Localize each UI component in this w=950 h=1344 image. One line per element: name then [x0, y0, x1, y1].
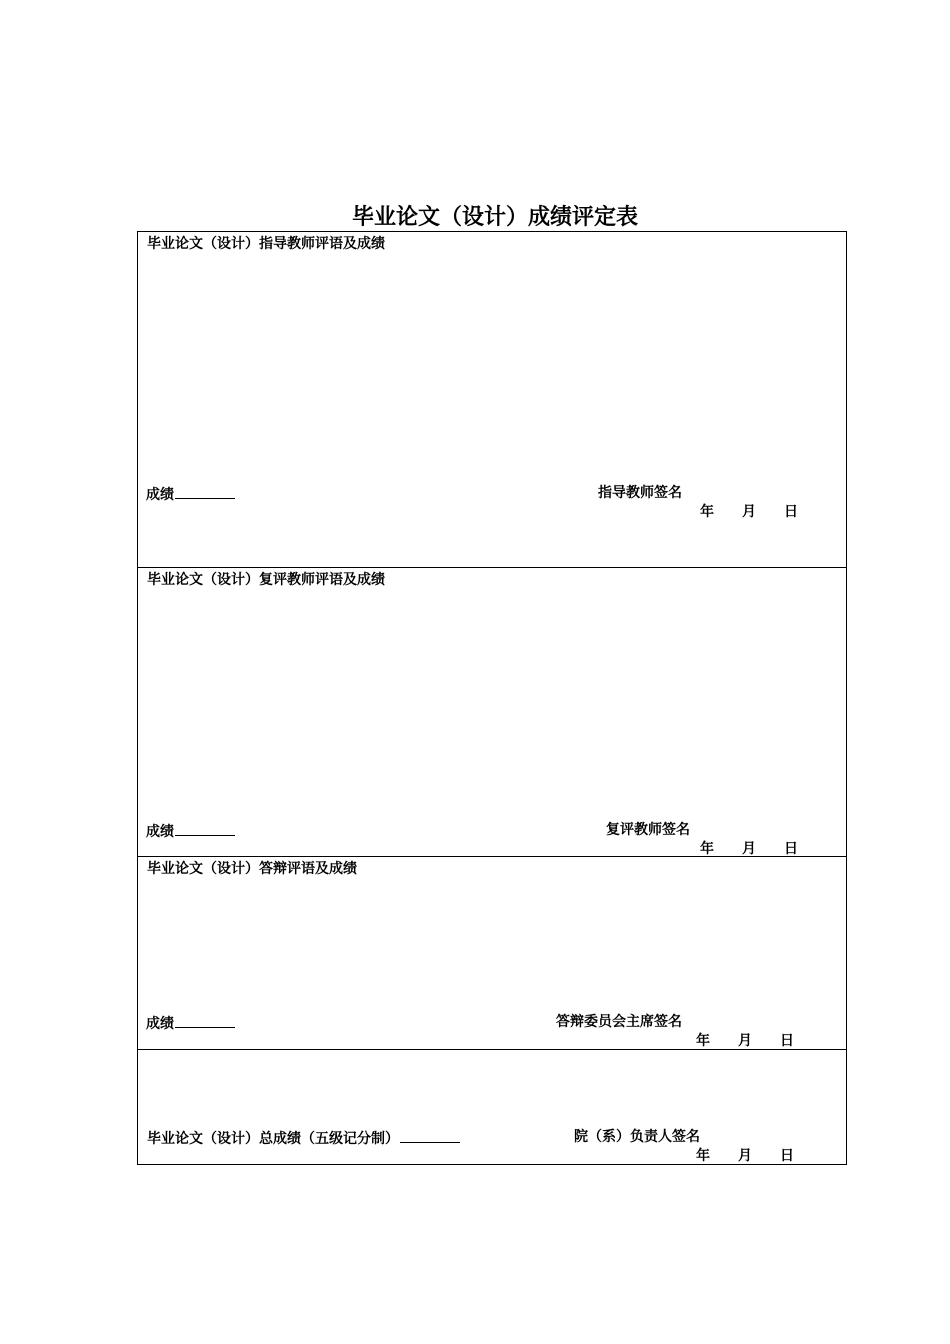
section-heading-defense: 毕业论文（设计）答辩评语及成绩	[147, 861, 357, 877]
grade-label: 成绩	[146, 487, 174, 503]
grade-label: 成绩	[146, 824, 174, 840]
section-heading-reviewer: 毕业论文（设计）复评教师评语及成绩	[147, 572, 385, 588]
date-line-advisor	[700, 503, 798, 521]
date-line-defense	[696, 1032, 794, 1050]
total-grade-blank[interactable]	[400, 1128, 460, 1143]
grade-blank[interactable]	[175, 1013, 235, 1028]
grade-label: 成绩	[146, 1016, 174, 1032]
date-month: 月	[738, 1033, 752, 1049]
total-grade-field[interactable]	[147, 1128, 460, 1148]
date-year: 年	[696, 1033, 710, 1049]
grade-field-advisor[interactable]	[146, 484, 235, 504]
signature-label-dean: 院（系）负责人签名	[574, 1129, 700, 1145]
grade-blank[interactable]	[175, 821, 235, 836]
grade-field-reviewer[interactable]	[146, 821, 235, 841]
section-heading-advisor: 毕业论文（设计）指导教师评语及成绩	[147, 236, 385, 252]
section-divider	[138, 856, 846, 857]
evaluation-table	[137, 231, 847, 1165]
signature-label-defense: 答辩委员会主席签名	[556, 1014, 682, 1030]
date-year: 年	[700, 504, 714, 520]
date-day: 日	[784, 841, 798, 857]
date-day: 日	[780, 1033, 794, 1049]
grade-field-defense[interactable]	[146, 1013, 235, 1033]
date-line-dean	[696, 1147, 794, 1165]
total-grade-label: 毕业论文（设计）总成绩（五级记分制）	[147, 1131, 399, 1147]
date-day: 日	[784, 504, 798, 520]
date-month: 月	[738, 1148, 752, 1164]
date-month: 月	[742, 841, 756, 857]
grade-blank[interactable]	[175, 484, 235, 499]
date-month: 月	[742, 504, 756, 520]
page-title: 毕业论文（设计）成绩评定表	[351, 205, 638, 230]
date-day: 日	[780, 1148, 794, 1164]
date-year: 年	[700, 841, 714, 857]
signature-label-reviewer: 复评教师签名	[606, 822, 690, 838]
section-divider	[138, 567, 846, 568]
section-divider	[138, 1049, 846, 1050]
signature-label-advisor: 指导教师签名	[598, 485, 682, 501]
date-year: 年	[696, 1148, 710, 1164]
